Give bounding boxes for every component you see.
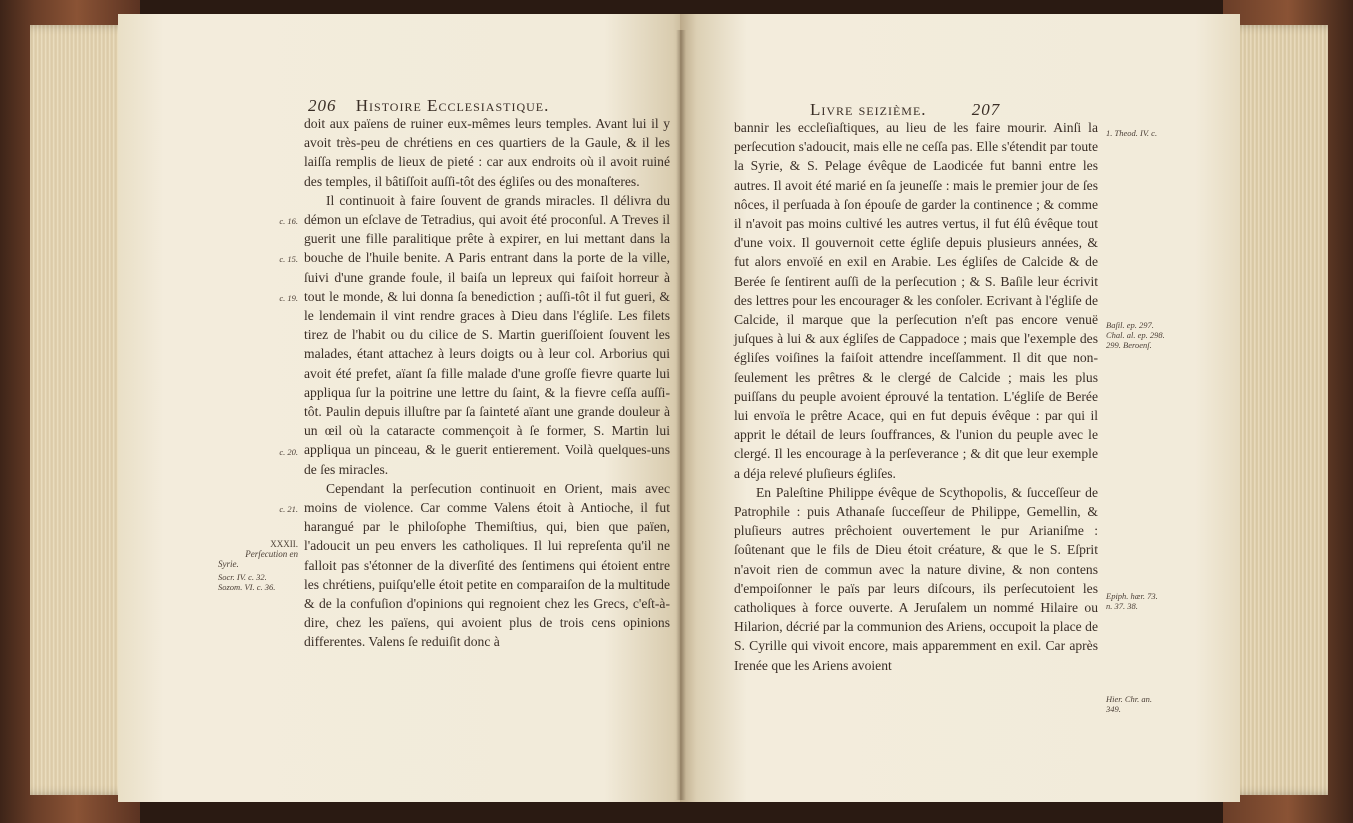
book-gutter (676, 30, 686, 800)
right-page-number: 207 (971, 100, 1001, 119)
left-paragraph-3: Cependant la perſecution continuoit en Orient, mais avec moins de violence. Car comme Valens étoit à Antioche, il fut harangué par le philoſophe Themiſtius, qui, bien que païen, l'adoucit un peu envers les catholiques. Il lui repreſenta qu'il ne falloit pas s'étonner de la diverſité des ſentimens qui étoient entre les chrétiens, puiſqu'elle étoit petite en comparaiſon de la multitude & de la confuſion d'opinions qui regnoient chez les Grecs, c'eſt-à-dire, chez les païens, qui avoient plus de trois cens opinions differentes. Valens ſe reduiſit donc à (304, 480, 670, 650)
left-margin-note-5: c. 21. (279, 504, 298, 514)
right-page-header (810, 100, 1000, 120)
section-heading (216, 539, 298, 569)
left-margin-note-3: c. 19. (279, 293, 298, 303)
section-ref-1: Socr. IV. c. 32. (218, 572, 267, 582)
left-text-column (304, 114, 670, 652)
left-page-number: 206 (308, 96, 337, 115)
right-paragraph-1: bannir les eccleſiaſtiques, au lieu de les faire mourir. Ainſi la perſecution s'adoucit, mais elle ne ceſſa pas. Elle s'étendit par toute la Syrie, & S. Pelage évêque de Laodicée fut banni entre les autres. Il avoit été marié en ſa jeuneſſe : mais le premier jour de ſes nôces, il perſuada à ſon épouſe de garder la continence ; & comme il n'avoit pas moins cultivé les autres vertus, il fut élû évêque tout d'une voix. Il gouvernoit cette égliſe depuis plusieurs années, & fut alors envoïé en exil en Arabie. Les égliſes de Calcide & de Berée ſe ſentirent auſſi de la perſecution ; & S. Baſile leur écrivit des lettres pour les encourager & les conſoler. Ecrivant à l'égliſe de Calcide, il marque que la perſecution n'eſt pas encore venuë juſques à lui & aux égliſes de Cappadoce ; mais que l'exemple des égliſes voiſines la faiſoit attendre inceſſamment. Il dit que non-ſeulement les prêtres & le clergé de Calcide ; mais les plus puiſſans du peuple avoient éprouvé la tentation. L'égliſe de Berée lui envoïa le prêtre Acace, qui en fut depuis évêque : par qui il apprit le détail de leurs ſouffrances, & l'union du peuple avec le clergé. Il les encourage à la perſeverance ; & dit que leur exemple a déja relevé pluſieurs égliſes. (734, 120, 1098, 481)
left-page (118, 14, 690, 802)
section-title-line1: Perſecution en (245, 549, 298, 559)
right-margin-note-2: Baſil. ep. 297. (1106, 320, 1154, 330)
left-margin-note-2: c. 15. (279, 254, 298, 264)
right-text-column (734, 118, 1098, 675)
left-paragraph-2: Il continuoit à faire ſouvent de grands miracles. Il délivra du démon un eſclave de Tetradius, qui avoit été proconſul. A Treves il guerit une fille paralitique prête à expirer, en lui mettant dans la bouche de l'huile benite. A Paris entrant dans la porte de la ville, ſuivi d'une grande foule, il baiſa un lepreux qui faiſoit horreur à tout le monde, & lui donna ſa benediction ; auſſi-tôt il fut gueri, & le lendemain il vint rendre graces à Dieu dans l'égliſe. Les filets tirez de l'habit ou du cilice de S. Martin gueriſſoient ſouvent les malades, étant attachez à leurs doigts ou à leur col. Arborius qui avoit été prefet, aïant ſa fille malade d'une groſſe fievre quarte lui appliqua ſur la poitrine une lettre du ſaint, & la fievre ceſſa auſſi-tôt. Paulin depuis illuſtre par ſa ſainteté aïant une grande douleur à un œil où la cataracte commençoit à ſe former, S. Martin lui appliqua un pinceau, & le guerit entierement. Voilà quelques-uns de ſes miracles. (304, 192, 670, 477)
right-margin-note-4: 299. Beroenſ. (1106, 340, 1152, 350)
left-paragraph-1: doit aux païens de ruiner eux-mêmes leurs temples. Avant lui il y avoit très-peu de chrétiens en ces quartiers de la Gaule, & il les laiſſa remplis de lieux de pieté : car aux endroits où il avoit ruiné des temples, il bâtiſſoit auſſi-tôt des égliſes ou des monaſteres. (304, 116, 670, 189)
right-running-head: Livre seizième. (810, 100, 927, 119)
section-number: XXXII. (270, 539, 298, 549)
left-page-header (308, 96, 549, 116)
right-margin-note-5: Epiph. hær. 73. (1106, 591, 1158, 601)
section-title-line2: Syrie. (218, 559, 239, 569)
right-page (680, 14, 1240, 802)
left-margin-note-4: c. 20. (279, 447, 298, 457)
right-margin-note-1: 1. Theod. IV. c. (1106, 128, 1158, 138)
right-margin-note-6: n. 37. 38. (1106, 601, 1138, 611)
left-running-head: Histoire Ecclesiastique. (355, 96, 550, 115)
right-margin-note-8: 349. (1106, 704, 1121, 714)
right-margin-note-3: Chal. al. ep. 298. (1106, 330, 1165, 340)
left-margin-note-1: c. 16. (279, 216, 298, 226)
right-paragraph-2: En Paleſtine Philippe évêque de Scythopolis, & ſucceſſeur de Patrophile : puis Athanaſe ſucceſſeur de Philippe, Gemellin, & pluſieurs autres prêchoient ouvertement le pur Arianiſme : ſoûtenant que le fils de Dieu étoit créature, & que le S. Eſprit n'avoit rien de commun avec la nature divine, & non contens d'empoiſonner le païs par leurs diſcours, ils perſecutoient les catholiques à force ouverte. A Jeruſalem un nommé Hilaire ou Hilarion, décrié par la communion des Ariens, occupoit la place de S. Cyrille qui vivoit encore, mais apparemment en exil. Car après Irenée que les Ariens avoient (734, 484, 1098, 673)
right-margin-note-7: Hier. Chr. an. (1106, 694, 1153, 704)
section-ref-2: Sozom. VI. c. 36. (218, 582, 276, 592)
